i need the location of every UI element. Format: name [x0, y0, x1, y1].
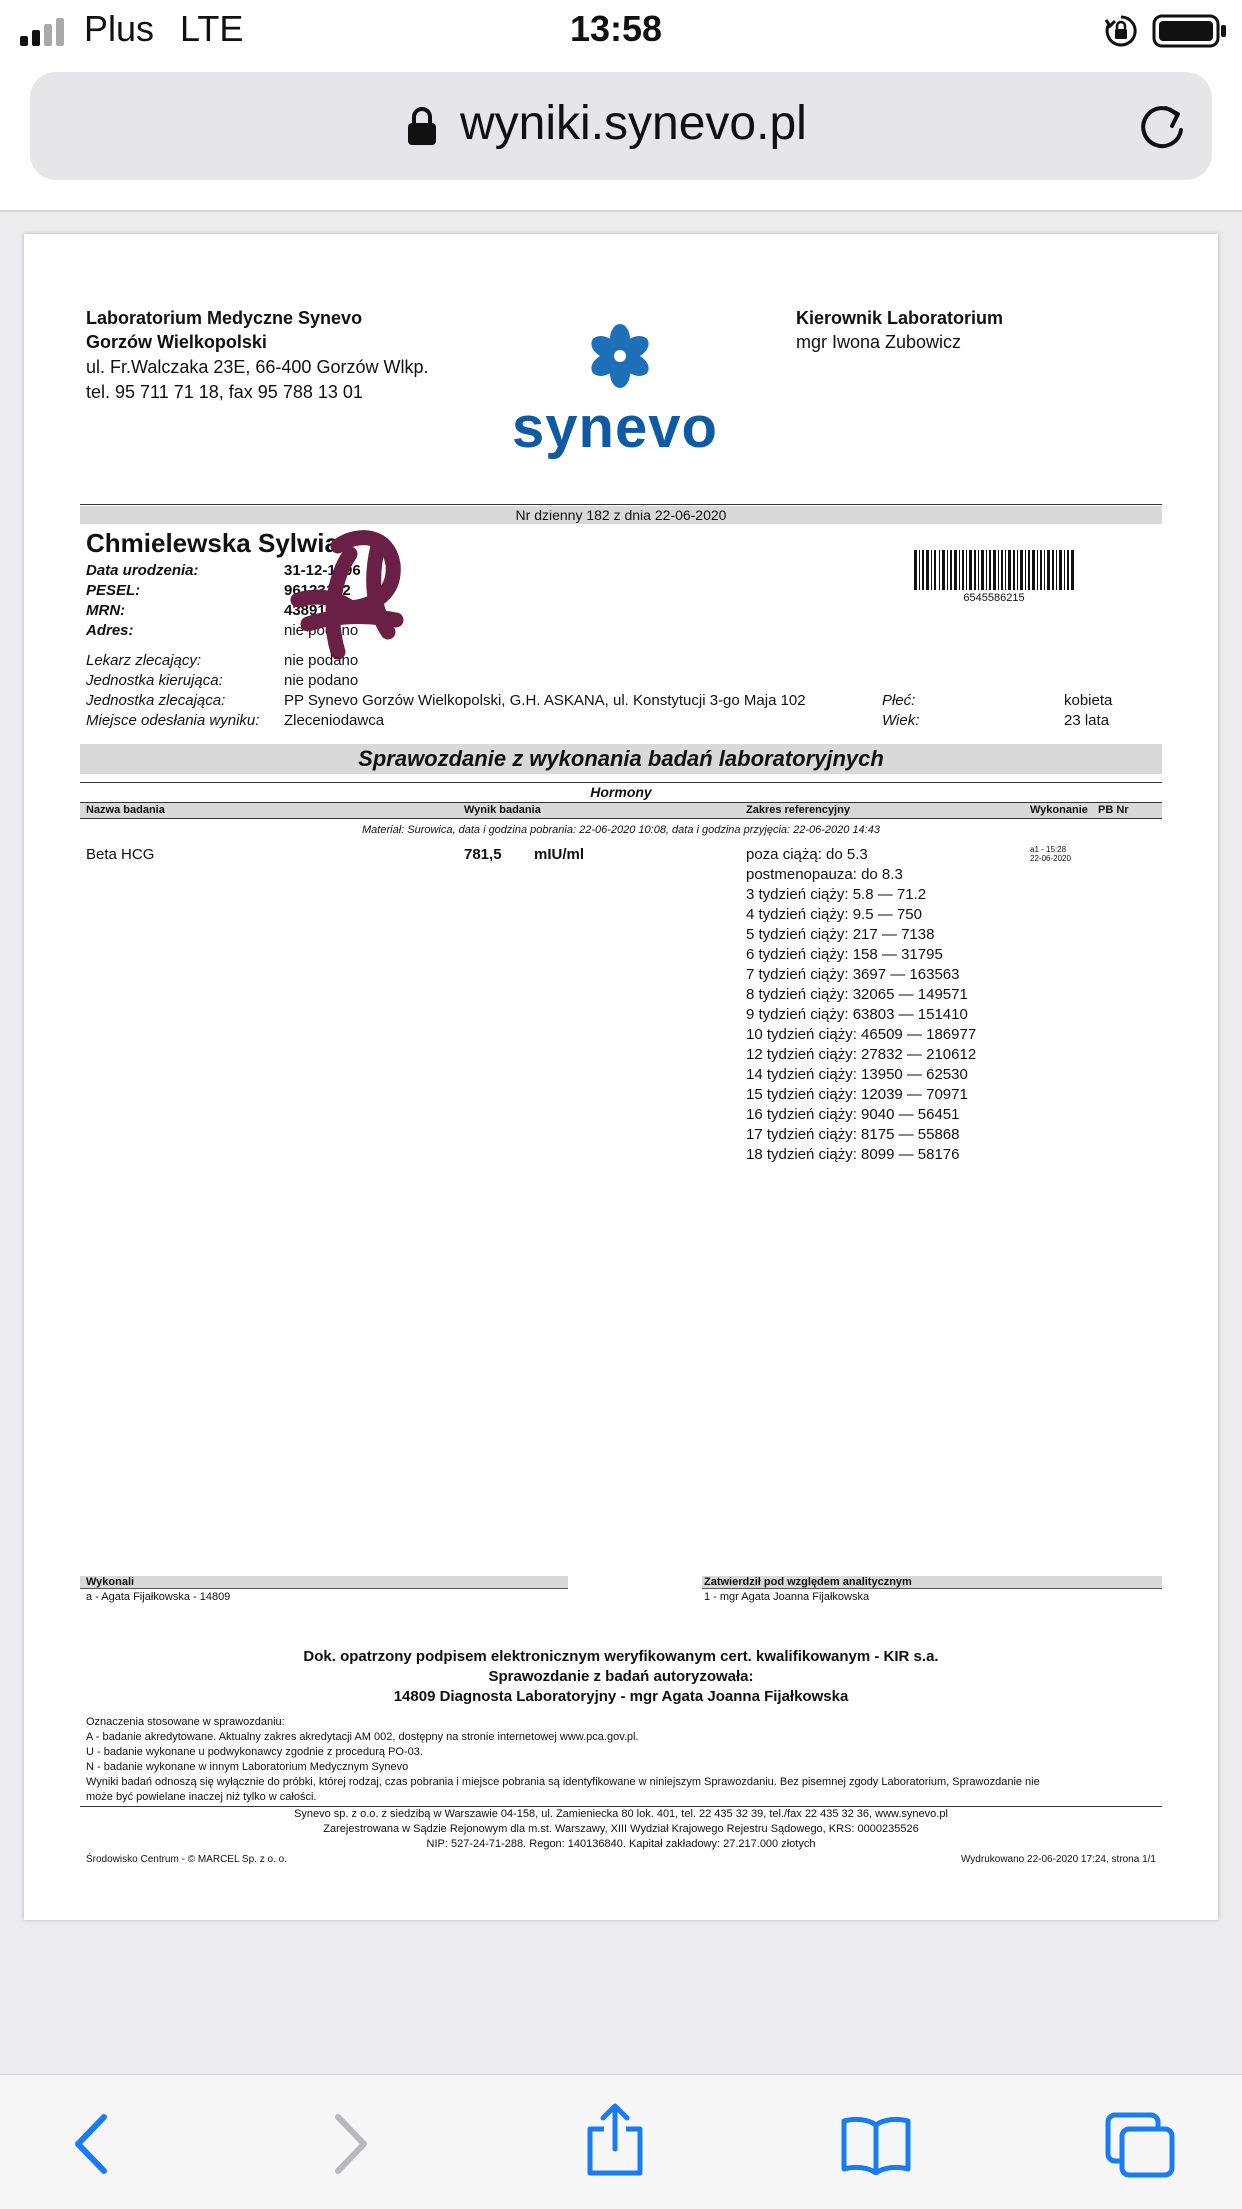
sex-label: Płeć:	[882, 692, 916, 709]
performed-date: 22-06-2020	[1030, 854, 1071, 863]
range-line: 17 tydzień ciąży: 8175 — 55868	[746, 1126, 960, 1143]
range-line: 15 tydzień ciąży: 12039 — 70971	[746, 1086, 968, 1103]
range-line: 9 tydzień ciąży: 63803 — 151410	[746, 1006, 968, 1023]
status-bar	[0, 0, 1242, 66]
report-title: Sprawozdanie z wykonania badań laboratoryjnych	[358, 746, 884, 771]
share-icon[interactable]	[584, 2103, 646, 2177]
col-pb: PB Nr	[1098, 804, 1129, 816]
directing-unit-value: nie podano	[284, 672, 359, 689]
range-line: 16 tydzień ciąży: 9040 — 56451	[746, 1106, 960, 1123]
clock: 13:58	[570, 8, 663, 49]
footer-right: Wydrukowano 22-06-2020 17:24, strona 1/1	[960, 1854, 1156, 1865]
signature-line-1: Dok. opatrzony podpisem elektronicznym weryfikowanym cert. kwalifikowanym - KIR s.a.	[303, 1648, 939, 1665]
address-value: nie podano	[284, 622, 359, 639]
patient-name: Chmielewska Sylwia	[86, 528, 339, 558]
result-unit: mIU/ml	[534, 846, 585, 863]
address-label: Adres:	[86, 622, 134, 639]
range-line: 3 tydzień ciąży: 5.8 — 71.2	[746, 886, 927, 903]
pesel-value: 96123102	[284, 582, 351, 599]
approved-value: 1 - mgr Agata Joanna Fijałkowska	[704, 1591, 870, 1603]
note-line: Oznaczenia stosowane w sprawozdaniu:	[86, 1716, 285, 1728]
ordering-unit-label: Jednostka zlecająca:	[86, 692, 226, 709]
age-label: Wiek:	[882, 712, 920, 729]
range-line: 4 tydzień ciąży: 9.5 — 750	[746, 906, 922, 923]
synevo-flower-logo-icon	[584, 320, 656, 392]
material-info: Materiał: Surowica, data i godzina pobrania: 22-06-2020 10:08, data i godzina przyjęcia: 22-06-2020 14:43	[362, 824, 880, 836]
col-performed: Wykonanie	[1030, 804, 1088, 816]
barcode	[914, 550, 1094, 590]
footer-rule	[80, 1806, 1162, 1807]
carrier-name: Plus	[84, 8, 155, 49]
doctor-value: nie podano	[284, 652, 359, 669]
note-line: Wyniki badań odnoszą się wyłącznie do próbki, której rodzaj, czas pobrania i miejsce pobrania są identyfikowane w niniejszym Sprawozdaniu. Bez pisemnej zgody Laboratorium, Sprawozdanie nie	[86, 1776, 1040, 1788]
section-rule-bottom	[80, 818, 1162, 819]
birth-value: 31-12-1996	[284, 562, 361, 579]
orientation-lock-icon	[1104, 14, 1138, 48]
note-line: N - badanie wykonane w innym Laboratorium Medycznym Synevo	[86, 1761, 409, 1773]
company-line: NIP: 527-24-71-288. Regon: 140136840. Kapitał zakładowy: 27.217.000 złotych	[426, 1838, 816, 1850]
lab-report-page	[24, 234, 1218, 1920]
lab-phone: tel. 95 711 71 18, fax 95 788 13 01	[86, 382, 363, 402]
performed-by-band	[80, 1576, 568, 1588]
range-line: 18 tydzień ciąży: 8099 — 58176	[746, 1146, 960, 1163]
address-bar[interactable]	[30, 72, 1212, 180]
range-line: 8 tydzień ciąży: 32065 — 149571	[746, 986, 968, 1003]
destination-label: Miejsce odesłania wyniku:	[86, 712, 260, 729]
approved-rule	[702, 1588, 1162, 1589]
signature-line-3: 14809 Diagnosta Laboratoryjny - mgr Agata Joanna Fijałkowska	[393, 1688, 849, 1705]
daily-number: Nr dzienny 182 z dnia 22-06-2020	[515, 507, 727, 523]
result-value: 781,5	[464, 846, 502, 863]
performed-by-label: Wykonali	[86, 1576, 135, 1588]
tabs-icon[interactable]	[1104, 2111, 1176, 2179]
range-line: poza ciążą: do 5.3	[746, 846, 868, 863]
note-line: U - badanie wykonane u podwykonawcy zgodnie z procedurą PO-03.	[86, 1746, 423, 1758]
company-line: Synevo sp. z o.o. z siedzibą w Warszawie 04-158, ul. Zamieniecka 80 lok. 401, tel. 22 435 32 39, tel./fax 22 435 32 36, www.synevo.pl	[294, 1808, 948, 1820]
range-line: 5 tydzień ciąży: 217 — 7138	[746, 926, 935, 943]
test-name: Beta HCG	[86, 846, 155, 863]
synevo-logo-text: synevo	[512, 395, 718, 460]
lab-city: Gorzów Wielkopolski	[86, 332, 267, 352]
note-line: może być powielane inaczej niż tylko w całości.	[86, 1791, 317, 1803]
header-rule	[80, 504, 1162, 505]
url-host: wyniki.synevo.pl	[460, 97, 807, 150]
range-line: 6 tydzień ciąży: 158 — 31795	[746, 946, 943, 963]
lab-address: ul. Fr.Walczaka 23E, 66-400 Gorzów Wlkp.	[86, 357, 429, 377]
lab-name: Laboratorium Medyczne Synevo	[86, 308, 363, 328]
sex-value: kobieta	[1064, 692, 1113, 709]
lab-manager-title: Kierownik Laboratorium	[796, 308, 1004, 328]
destination-value: Zleceniodawca	[284, 712, 385, 729]
network-type: LTE	[180, 8, 244, 49]
performed-by-rule	[80, 1588, 568, 1589]
back-icon[interactable]	[66, 2113, 116, 2175]
doctor-label: Lekarz zlecający:	[86, 652, 202, 669]
performed-time: a1 - 15:28	[1030, 845, 1067, 854]
age-value: 23 lata	[1064, 712, 1110, 729]
forward-icon[interactable]	[326, 2113, 376, 2175]
col-test: Nazwa badania	[86, 804, 165, 816]
note-line: A - badanie akredytowane. Aktualny zakres akredytacji AM 002, dostępny na stronie internetowej www.pca.gov.pl.	[86, 1731, 639, 1743]
redaction-scribble	[278, 524, 438, 664]
range-line: 7 tydzień ciąży: 3697 — 163563	[746, 966, 960, 983]
pesel-label: PESEL:	[86, 582, 141, 599]
mrn-value: 4389171	[284, 602, 343, 619]
browser-toolbar	[0, 2074, 1242, 2209]
footer-left: Środowisko Centrum - © MARCEL Sp. z o. o.	[86, 1854, 287, 1865]
range-line: postmenopauza: do 8.3	[746, 866, 903, 883]
signature-line-2: Sprawozdanie z badań autoryzowała:	[488, 1668, 754, 1685]
directing-unit-label: Jednostka kierująca:	[86, 672, 223, 689]
section-name: Hormony	[590, 784, 652, 800]
barcode-number: 6545586215	[963, 592, 1025, 604]
col-range: Zakres referencyjny	[746, 804, 850, 816]
lab-manager-name: mgr Iwona Zubowicz	[796, 332, 962, 352]
range-line: 10 tydzień ciąży: 46509 — 186977	[746, 1026, 977, 1043]
range-line: 12 tydzień ciąży: 27832 — 210612	[746, 1046, 977, 1063]
range-line: 14 tydzień ciąży: 13950 — 62530	[746, 1066, 968, 1083]
bookmarks-icon[interactable]	[840, 2115, 912, 2175]
signal-strength-icon	[18, 18, 74, 46]
birth-label: Data urodzenia:	[86, 562, 199, 579]
col-result: Wynik badania	[464, 804, 541, 816]
company-line: Zarejestrowana w Sądzie Rejonowym dla m.st. Warszawy, XIII Wydział Krajowego Rejestru Sądowego, KRS: 0000235526	[323, 1823, 919, 1835]
reload-icon[interactable]	[1136, 100, 1188, 152]
battery-icon	[1152, 12, 1228, 50]
mrn-label: MRN:	[86, 602, 126, 619]
performed-by-value: a - Agata Fijałkowska - 14809	[86, 1591, 231, 1603]
column-header-band	[80, 803, 1162, 818]
ordering-unit-value: PP Synevo Gorzów Wielkopolski, G.H. ASKANA, ul. Konstytucji 3-go Maja 102	[284, 692, 806, 709]
section-rule-top	[80, 782, 1162, 783]
lock-icon	[406, 106, 438, 146]
approved-label: Zatwierdził pod względem analitycznym	[704, 1576, 912, 1588]
